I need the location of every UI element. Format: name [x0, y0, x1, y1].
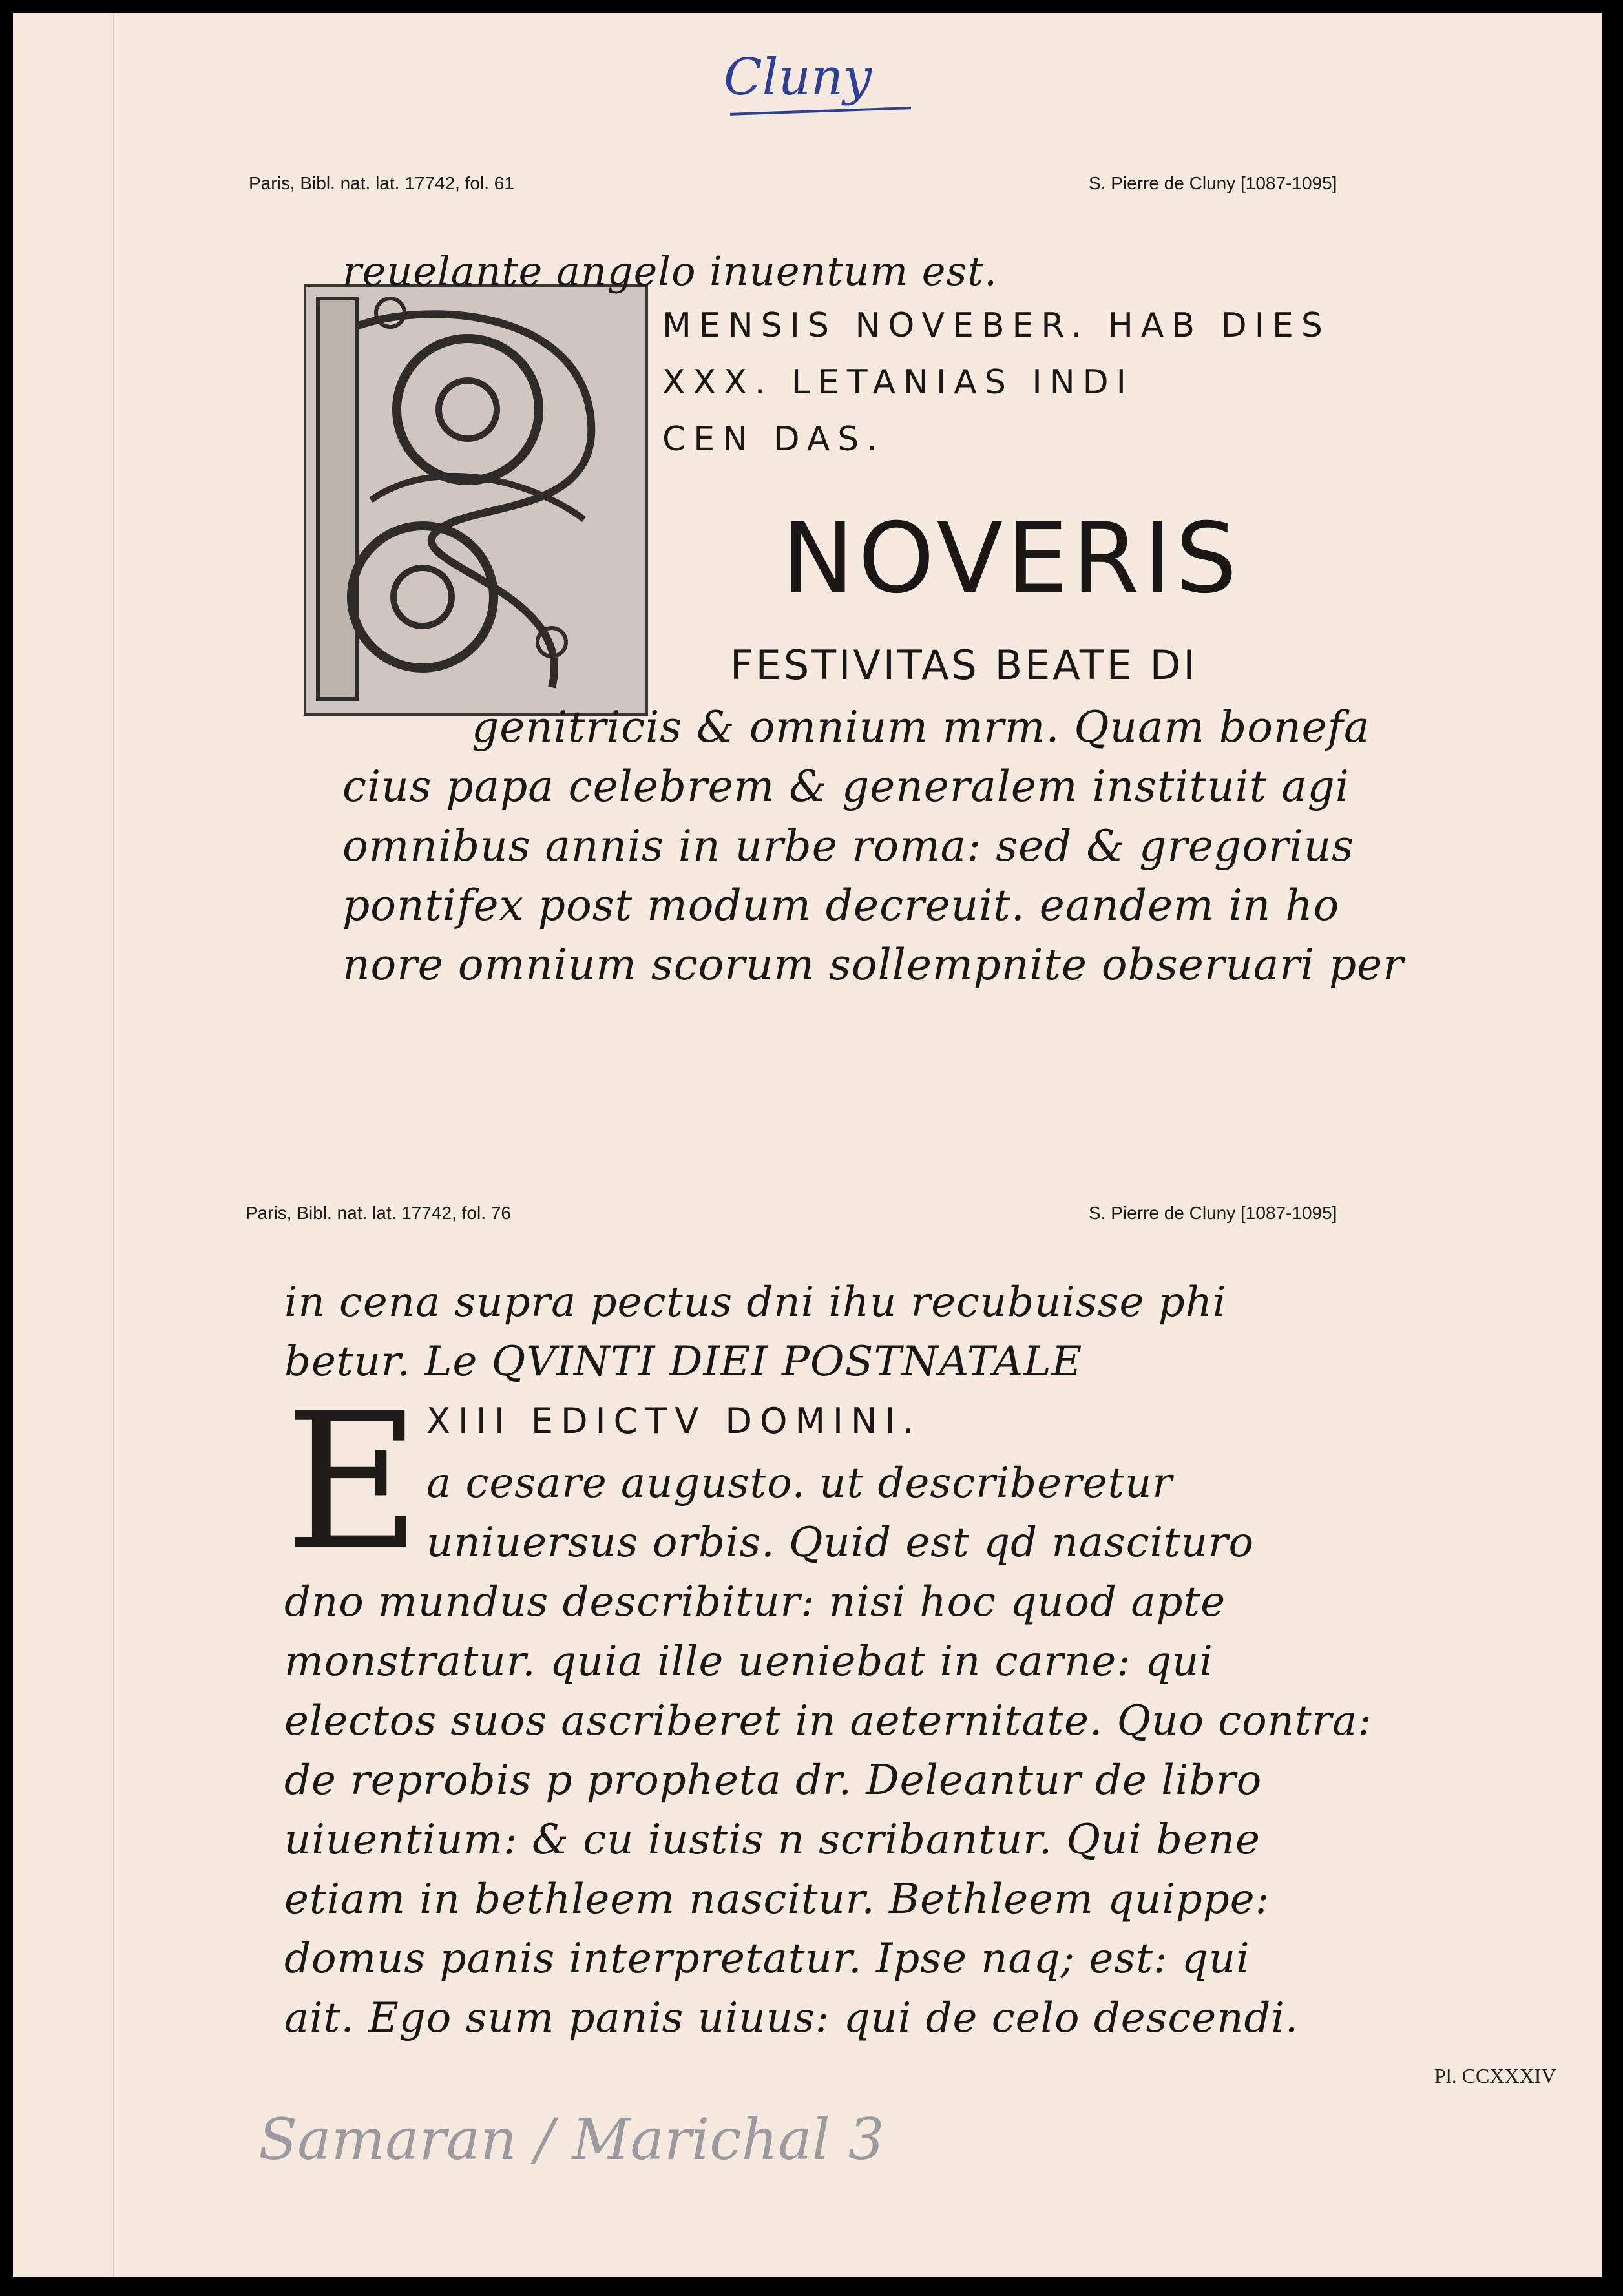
- plate1-display-capitals: [782, 504, 1241, 614]
- ms-line: CEN DAS.: [662, 420, 885, 459]
- plate1-body: [342, 698, 1404, 995]
- plate2-text-top: [284, 1273, 1226, 1392]
- plate2-rubric: [426, 1392, 921, 1450]
- ms-line: NOVERIS: [782, 503, 1241, 615]
- ms-line: cius papa celebrem & generalem instituit agi: [342, 762, 1350, 811]
- ms-line: uniuersus orbis. Quid est qd nascituro: [426, 1519, 1255, 1567]
- plate-number: Pl. CCXXXIV: [1434, 2064, 1556, 2087]
- ms-line: monstratur. quia ille ueniebat in carne: qui: [284, 1638, 1213, 1685]
- ms-line: FESTIVITAS BEATE DI: [730, 642, 1198, 689]
- ms-line: nore omnium scorum sollempnite obseruari per: [342, 940, 1404, 990]
- ms-line: domus panis interpretatur. Ipse naq; est: qui: [284, 1935, 1250, 1983]
- plate1-rubric: [662, 297, 1330, 468]
- ms-line: XIII EDICTV DOMINI.: [426, 1401, 922, 1441]
- ms-line: genitricis & omnium mrm. Quam bonefa: [472, 702, 1370, 752]
- ms-line: reuelante angelo inuentum est.: [342, 247, 998, 295]
- illuminated-initial: [304, 284, 648, 716]
- ms-line: etiam in bethleem nascitur. Bethleem quippe:: [284, 1875, 1270, 1923]
- ms-line: ait. Ego sum panis uiuus: qui de celo descendi.: [284, 1994, 1299, 2042]
- ms-line: electos suos ascriberet in aeternitate. Quo contra:: [284, 1697, 1372, 1745]
- ms-line: in cena supra pectus dni ihu recubuisse phi: [284, 1278, 1227, 1326]
- ms-line: MENSIS NOVEBER. HAB DIES: [662, 306, 1330, 345]
- plate2-caption-left: Paris, Bibl. nat. lat. 17742, fol. 76: [246, 1203, 511, 1223]
- ms-line: uiuentium: & cu iustis n scribantur. Qui bene: [284, 1816, 1261, 1864]
- manuscript-plate-page: [13, 13, 1602, 2277]
- handwritten-underline: [730, 107, 911, 116]
- ms-line: pontifex post modum decreuit. eandem in ho: [342, 881, 1340, 930]
- margin-rule: [113, 13, 114, 2277]
- plate2-caption-right: S. Pierre de Cluny [1087-1095]: [1089, 1203, 1337, 1223]
- plate2-body: [284, 1572, 1372, 2048]
- decorated-initial-e: E: [284, 1373, 421, 1591]
- handwritten-annotation-top: Cluny: [724, 48, 872, 107]
- ms-line: XXX. LETANIAS INDI: [662, 363, 1135, 402]
- ms-line: omnibus annis in urbe roma: sed & gregorius: [342, 821, 1354, 871]
- plate2-opening: [426, 1454, 1254, 1572]
- handwritten-annotation-bottom: Samaran / Marichal 3: [258, 2106, 885, 2173]
- ms-line: de reprobis p propheta dr. Deleantur de libro: [284, 1757, 1262, 1804]
- plate1-caption-right: S. Pierre de Cluny [1087-1095]: [1089, 173, 1337, 193]
- ms-line: a cesare augusto. ut describeretur: [426, 1459, 1173, 1507]
- ms-line: dno mundus describitur: nisi hoc quod apte: [284, 1578, 1226, 1626]
- plate1-caption-left: Paris, Bibl. nat. lat. 17742, fol. 61: [249, 173, 514, 193]
- ms-line: betur. Le QVINTI DIEI POSTNATALE: [284, 1338, 1083, 1386]
- plate1-festivitas: [730, 640, 1198, 691]
- interlace-ornament-icon: [306, 287, 645, 713]
- plate1-text-top: [342, 242, 998, 300]
